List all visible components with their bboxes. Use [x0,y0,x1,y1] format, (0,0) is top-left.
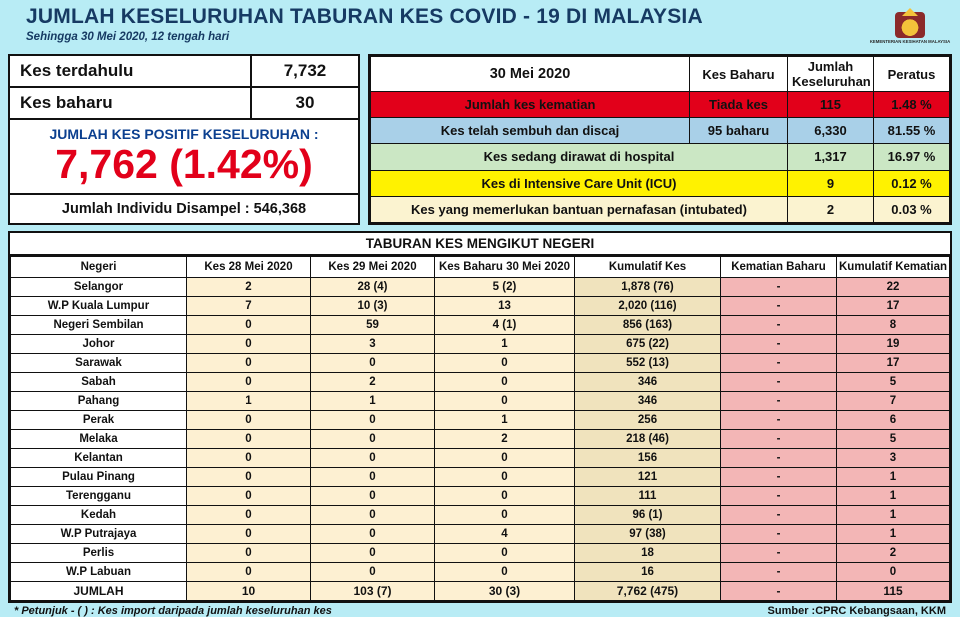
cell-negeri: Kedah [11,506,187,525]
row-kes-baharu [10,88,358,120]
table-row [11,411,950,430]
summary-peratus: 16.97 % [874,144,950,170]
negeri-header-row [11,257,950,278]
cell-kematian-baharu: - [721,297,837,316]
table-row [11,487,950,506]
summary-header-baharu: Kes Baharu [690,57,788,92]
cell-kematian-baharu: - [721,316,837,335]
table-row [11,430,950,449]
cell-kematian-baharu: - [721,449,837,468]
kes-baharu-label: Kes baharu [20,93,113,112]
row-kes-terdahulu [10,56,358,88]
top-section [8,54,952,225]
cell-kes-baharu: 0 [435,563,575,582]
cell-kumulatif-kes: 121 [575,468,721,487]
cell-kematian-baharu: - [721,354,837,373]
table-row [11,373,950,392]
cell-kumulatif-kes: 856 (163) [575,316,721,335]
cell-negeri: W.P Putrajaya [11,525,187,544]
col-header-kes-baharu-30mei: Kes Baharu 30 Mei 2020 [435,257,575,278]
summary-row-kematian [371,92,950,118]
summary-peratus: 0.03 % [874,196,950,222]
summary-row-icu [371,170,950,196]
cell-kumulatif-kematian: 17 [837,297,950,316]
cell-kes-29mei: 28 (4) [311,278,435,297]
col-header-kumulatif-kes: Kumulatif Kes [575,257,721,278]
cell-kes-baharu: 1 [435,335,575,354]
page-footer [8,603,952,617]
cell-kumulatif-kematian: 1 [837,468,950,487]
cell-kematian-baharu: - [721,335,837,354]
cell-negeri: W.P Labuan [11,563,187,582]
cell-kes-29mei: 0 [311,430,435,449]
cell-kes-28mei: 0 [187,316,311,335]
cell-negeri: Sabah [11,373,187,392]
table-row [11,544,950,563]
cell-kumulatif-kematian: 0 [837,563,950,582]
ministry-crest-logo [868,4,952,52]
kes-baharu-value: 30 [250,88,358,118]
cell-kumulatif-kes: 111 [575,487,721,506]
cell-kes-28mei: 0 [187,354,311,373]
cell-kematian-baharu: - [721,411,837,430]
cell-kes-baharu: 0 [435,487,575,506]
total-cell-kes-baharu: 30 (3) [435,582,575,601]
cell-kumulatif-kes: 256 [575,411,721,430]
cell-kematian-baharu: - [721,392,837,411]
cell-kumulatif-kematian: 22 [837,278,950,297]
cell-kematian-baharu: - [721,544,837,563]
cell-kes-baharu: 0 [435,373,575,392]
table-row [11,449,950,468]
cell-kes-baharu: 0 [435,354,575,373]
cell-negeri: Pahang [11,392,187,411]
cell-kes-28mei: 0 [187,563,311,582]
summary-header-peratus: Peratus [874,57,950,92]
page-title: JUMLAH KESELURUHAN TABURAN KES COVID - 19 DI MALAYSIA [26,5,703,28]
cell-negeri: Selangor [11,278,187,297]
cell-kes-29mei: 0 [311,525,435,544]
crest-emblem-icon [895,12,925,38]
total-cell-negeri: JUMLAH [11,582,187,601]
cell-kematian-baharu: - [721,373,837,392]
total-cell-kumulatif-kematian: 115 [837,582,950,601]
cell-kes-29mei: 2 [311,373,435,392]
cell-kes-28mei: 0 [187,506,311,525]
col-header-kes-28mei: Kes 28 Mei 2020 [187,257,311,278]
cell-kes-29mei: 3 [311,335,435,354]
cell-kumulatif-kematian: 5 [837,430,950,449]
cell-kumulatif-kematian: 19 [837,335,950,354]
cell-kes-28mei: 0 [187,468,311,487]
cell-negeri: Perak [11,411,187,430]
cell-kes-29mei: 0 [311,354,435,373]
cell-kumulatif-kes: 346 [575,373,721,392]
cell-kumulatif-kes: 218 (46) [575,430,721,449]
summary-right-table [368,54,952,225]
table-row [11,354,950,373]
col-header-kematian-baharu: Kematian Baharu [721,257,837,278]
summary-row-intubated [371,196,950,222]
cell-kumulatif-kes: 96 (1) [575,506,721,525]
cell-kumulatif-kematian: 7 [837,392,950,411]
negeri-table [10,256,950,601]
summary-peratus: 1.48 % [874,92,950,118]
cell-negeri: Negeri Sembilan [11,316,187,335]
page-subtitle: Sehingga 30 Mei 2020, 12 tengah hari [26,31,230,44]
total-cell-kes-29mei: 103 (7) [311,582,435,601]
cell-kematian-baharu: - [721,563,837,582]
cell-kematian-baharu: - [721,430,837,449]
cell-kumulatif-kematian: 2 [837,544,950,563]
cell-kes-29mei: 0 [311,468,435,487]
summary-jumlah: 9 [788,170,874,196]
summary-row-dirawat [371,144,950,170]
cell-kes-baharu: 0 [435,392,575,411]
cell-kematian-baharu: - [721,525,837,544]
table-row [11,563,950,582]
table-row [11,392,950,411]
table-row [11,468,950,487]
cell-kumulatif-kematian: 3 [837,449,950,468]
positif-total-value: 7,762 (1.42%) [55,141,313,187]
cell-kes-29mei: 0 [311,449,435,468]
cell-negeri: Johor [11,335,187,354]
cell-kumulatif-kematian: 6 [837,411,950,430]
cell-kes-29mei: 0 [311,411,435,430]
positif-title: JUMLAH KES POSITIF KESELURUHAN : [49,126,319,142]
cell-kes-29mei: 1 [311,392,435,411]
cell-kes-29mei: 0 [311,506,435,525]
cell-negeri: Terengganu [11,487,187,506]
table-row [11,278,950,297]
cell-kumulatif-kematian: 17 [837,354,950,373]
cell-kes-28mei: 2 [187,278,311,297]
cell-negeri: Perlis [11,544,187,563]
cell-negeri: Pulau Pinang [11,468,187,487]
cell-negeri: Sarawak [11,354,187,373]
cell-kes-28mei: 0 [187,373,311,392]
kes-terdahulu-label: Kes terdahulu [20,61,134,80]
cell-kumulatif-kes: 552 (13) [575,354,721,373]
negeri-table-section [8,231,952,603]
table-row [11,506,950,525]
crest-caption: KEMENTERIAN KESIHATAN MALAYSIA [869,38,951,44]
cell-kes-baharu: 0 [435,468,575,487]
cell-kes-28mei: 0 [187,335,311,354]
cell-kematian-baharu: - [721,468,837,487]
total-cell-kumulatif-kes: 7,762 (475) [575,582,721,601]
cell-kes-28mei: 0 [187,544,311,563]
table-total-row [11,582,950,601]
page-header [8,4,952,52]
cell-kes-29mei: 0 [311,563,435,582]
cell-kematian-baharu: - [721,278,837,297]
cell-kumulatif-kematian: 5 [837,373,950,392]
summary-peratus: 0.12 % [874,170,950,196]
cell-kes-28mei: 0 [187,411,311,430]
cell-kumulatif-kes: 97 (38) [575,525,721,544]
negeri-table-body [11,278,950,601]
cell-kumulatif-kes: 2,020 (116) [575,297,721,316]
col-header-negeri: Negeri [11,257,187,278]
cell-kes-29mei: 59 [311,316,435,335]
cell-kumulatif-kes: 18 [575,544,721,563]
table-row [11,297,950,316]
total-cell-kes-28mei: 10 [187,582,311,601]
summary-desc: Kes di Intensive Care Unit (ICU) [371,170,788,196]
summary-jumlah: 6,330 [788,118,874,144]
summary-table [370,56,950,223]
footer-source: Sumber :CPRC Kebangsaan, KKM [767,605,946,617]
cell-kumulatif-kes: 1,878 (76) [575,278,721,297]
cell-kes-28mei: 7 [187,297,311,316]
summary-header-date: 30 Mei 2020 [371,57,690,92]
cell-kes-29mei: 10 (3) [311,297,435,316]
summary-header-jumlah: Jumlah Keseluruhan [788,57,874,92]
col-header-kumulatif-kematian: Kumulatif Kematian [837,257,950,278]
cell-kes-29mei: 0 [311,487,435,506]
table-row [11,525,950,544]
cell-kes-28mei: 0 [187,487,311,506]
cell-negeri: Melaka [11,430,187,449]
cell-kumulatif-kes: 16 [575,563,721,582]
cell-kumulatif-kes: 675 (22) [575,335,721,354]
cell-kumulatif-kematian: 1 [837,506,950,525]
positif-block [10,120,358,193]
summary-desc: Kes telah sembuh dan discaj [371,118,690,144]
footer-note: * Petunjuk - ( ) : Kes import daripada jumlah keseluruhan kes [14,605,332,617]
header-text-group [8,4,703,43]
summary-header-row [371,57,950,92]
cell-kes-baharu: 0 [435,449,575,468]
cell-kumulatif-kes: 346 [575,392,721,411]
summary-left-panel [8,54,360,225]
total-cell-kematian-baharu: - [721,582,837,601]
summary-desc: Jumlah kes kematian [371,92,690,118]
cell-kes-baharu: 1 [435,411,575,430]
col-header-kes-29mei: Kes 29 Mei 2020 [311,257,435,278]
negeri-table-title: TABURAN KES MENGIKUT NEGERI [10,233,950,256]
summary-desc: Kes sedang dirawat di hospital [371,144,788,170]
cell-kes-28mei: 0 [187,449,311,468]
cell-kes-28mei: 0 [187,430,311,449]
cell-kematian-baharu: - [721,487,837,506]
cell-kes-28mei: 0 [187,525,311,544]
cell-kumulatif-kematian: 8 [837,316,950,335]
cell-kematian-baharu: - [721,506,837,525]
summary-jumlah: 2 [788,196,874,222]
summary-baharu: 95 baharu [690,118,788,144]
summary-row-sembuh [371,118,950,144]
summary-desc: Kes yang memerlukan bantuan pernafasan (intubated) [371,196,788,222]
cell-kes-baharu: 5 (2) [435,278,575,297]
cell-kes-baharu: 0 [435,544,575,563]
cell-kes-29mei: 0 [311,544,435,563]
cell-negeri: W.P Kuala Lumpur [11,297,187,316]
cell-kes-baharu: 4 (1) [435,316,575,335]
table-row [11,316,950,335]
kes-terdahulu-value: 7,732 [250,56,358,86]
cell-kes-28mei: 1 [187,392,311,411]
cell-kumulatif-kematian: 1 [837,487,950,506]
jumlah-individu-disampel: Jumlah Individu Disampel : 546,368 [10,193,358,223]
cell-kes-baharu: 0 [435,506,575,525]
summary-peratus: 81.55 % [874,118,950,144]
cell-negeri: Kelantan [11,449,187,468]
cell-kes-baharu: 4 [435,525,575,544]
cell-kes-baharu: 2 [435,430,575,449]
summary-jumlah: 115 [788,92,874,118]
summary-baharu: Tiada kes [690,92,788,118]
summary-jumlah: 1,317 [788,144,874,170]
cell-kes-baharu: 13 [435,297,575,316]
table-row [11,335,950,354]
cell-kumulatif-kematian: 1 [837,525,950,544]
cell-kumulatif-kes: 156 [575,449,721,468]
